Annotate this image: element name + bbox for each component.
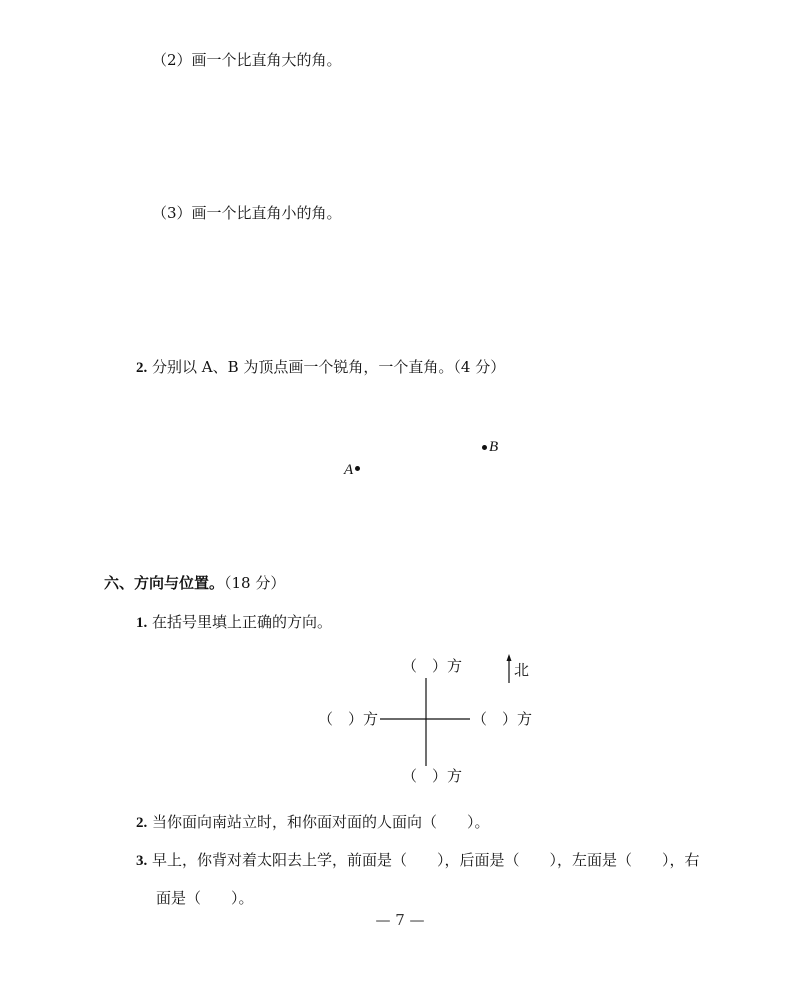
s6q1-text: 在括号里填上正确的方向。 [152,613,333,631]
section6-score: （18 分） [224,574,286,592]
s6q3-text: 早上，你背对着太阳去上学，前面是（ ），后面是（ ），左面是（ ），右 [152,851,700,869]
direction-bottom-blank[interactable]: （ ）方 [402,767,463,785]
direction-right-blank[interactable]: （ ）方 [472,710,533,728]
direction-left-blank[interactable]: （ ）方 [318,710,379,728]
north-arrow-icon [507,654,512,661]
s6q1-number: 1. [136,615,148,631]
section6-title: 六、方向与位置。 [104,574,225,592]
s6q2-line [136,812,490,833]
s6q3-line [136,850,700,871]
page-number: — 7 — [375,911,425,929]
q2-number: 2. [136,360,148,376]
direction-top-blank[interactable]: （ ）方 [402,657,463,675]
s6q2-text: 当你面向南站立时，和你面对面的人面向（ ）。 [152,813,490,831]
north-label: 北 [514,661,530,679]
q1-sub3-text: （3）画一个比直角小的角。 [152,204,342,222]
point-a-label: A [344,462,354,478]
point-b-label: B [489,439,499,455]
s6q3-text-continued: 面是（ ）。 [156,889,254,907]
s6q2-number: 2. [136,815,148,831]
s6q3-number: 3. [136,853,148,869]
q1-sub2-text: （2）画一个比直角大的角。 [152,51,342,69]
q2-text: 分别以 A、B 为顶点画一个锐角，一个直角。（4 分） [152,358,506,376]
